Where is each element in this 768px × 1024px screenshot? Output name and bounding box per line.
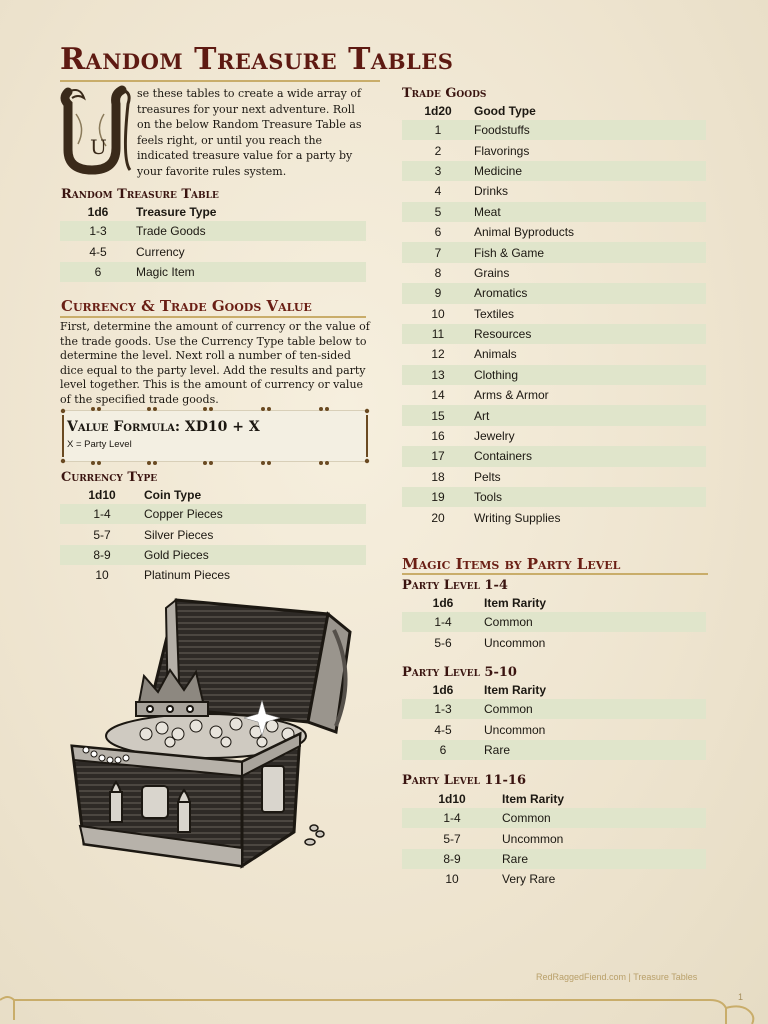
- formula-sublabel: X = Party Level: [67, 439, 132, 450]
- value-cell: Aromatics: [474, 283, 706, 303]
- roll-cell: 6: [434, 225, 442, 240]
- value-cell: Platinum Pieces: [144, 568, 231, 583]
- roll-cell: 9: [402, 283, 474, 303]
- table-row: [402, 405, 706, 425]
- page-title: Random Treasure Tables: [60, 42, 454, 77]
- table-row: [402, 222, 706, 242]
- value-cell: Very Rare: [502, 872, 556, 887]
- roll-cell: 6: [60, 262, 136, 282]
- value-cell: Animals: [474, 347, 517, 362]
- table-row: [402, 719, 706, 739]
- table-row: [402, 161, 706, 181]
- page-frame-ornament-icon: [0, 990, 768, 1024]
- value-cell: Tools: [474, 487, 706, 507]
- table-row: [402, 202, 706, 222]
- roll-cell: 11: [402, 324, 474, 344]
- column-header: 1d6: [432, 683, 454, 697]
- value-cell: Copper Pieces: [144, 504, 366, 524]
- table-row: [402, 632, 706, 652]
- table-row: [402, 385, 706, 405]
- roll-cell: 4-5: [434, 722, 452, 737]
- section-rule: [402, 573, 708, 575]
- table-row: [402, 828, 706, 848]
- table-row: [402, 344, 706, 364]
- table-row: [402, 612, 706, 632]
- value-cell: Rare: [502, 849, 706, 869]
- roll-cell: 17: [402, 446, 474, 466]
- column-header: 1d10: [88, 488, 116, 502]
- value-cell: Currency: [136, 244, 185, 259]
- column-header: 1d20: [424, 104, 452, 118]
- roll-cell: 1-3: [402, 699, 484, 719]
- roll-cell: 5: [402, 202, 474, 222]
- value-cell: Grains: [474, 265, 510, 280]
- title-rule: [60, 80, 380, 82]
- value-cell: Containers: [474, 446, 706, 466]
- column-header: Item Rarity: [484, 596, 547, 610]
- party-level-heading: Party Level 11-16: [402, 773, 527, 788]
- value-cell: Uncommon: [484, 722, 546, 737]
- table-row: [402, 869, 706, 889]
- roll-cell: 4-5: [89, 244, 107, 259]
- table-header-row: [402, 790, 706, 808]
- table-row: [60, 221, 366, 241]
- roll-cell: 18: [431, 469, 445, 484]
- table-row: [60, 524, 366, 544]
- roll-cell: 1-3: [60, 221, 136, 241]
- value-cell: Meat: [474, 202, 706, 222]
- column-header: 1d6: [87, 205, 109, 219]
- table-row: [402, 808, 706, 828]
- intro-paragraph: se these tables to create a wide array of treasures for your next adventure. Roll on the below Random Treasure Table as feels right, or until you reach the indicated treasure value for a party by your favorite rules system.: [137, 87, 362, 178]
- value-cell: Gold Pieces: [144, 545, 366, 565]
- table-header-row: [402, 102, 706, 120]
- magic-table-level-11-16: [402, 790, 706, 890]
- currency-type-table: [60, 486, 366, 586]
- party-level-heading: Party Level 1-4: [402, 578, 508, 593]
- currency-paragraph: First, determine the amount of currency or the value of the trade goods. Use the Currency Type table below to determine the level. Next roll a number of ten-sided dice equal to the party level. Add the results and party level together. This is the amount of currency or value of the specified trade goods.: [60, 320, 370, 406]
- roll-cell: 1-4: [60, 504, 144, 524]
- value-cell: Trade Goods: [136, 221, 366, 241]
- value-cell: Textiles: [474, 306, 515, 321]
- currency-type-heading: Currency Type: [61, 470, 158, 485]
- page-footer: RedRaggedFiend.com | Treasure Tables: [536, 972, 698, 982]
- dropcap-text: U: [90, 135, 107, 159]
- table-row: [402, 849, 706, 869]
- roll-cell: 5-7: [443, 831, 461, 846]
- roll-cell: 5-7: [93, 527, 111, 542]
- magic-table-level-1-4: [402, 594, 706, 653]
- table-header-row: [402, 594, 706, 612]
- value-cell: Flavorings: [474, 143, 530, 158]
- dropcap-letter-icon: [58, 84, 138, 176]
- random-treasure-heading: Random Treasure Table: [61, 187, 219, 202]
- roll-cell: 1-4: [402, 808, 502, 828]
- value-cell: Pelts: [474, 469, 501, 484]
- value-cell: Art: [474, 405, 706, 425]
- table-row: [60, 565, 366, 585]
- value-cell: Clothing: [474, 365, 706, 385]
- formula-label: Value Formula: XD10 + X: [67, 419, 260, 435]
- value-cell: Uncommon: [484, 635, 546, 650]
- column-header: Treasure Type: [136, 205, 217, 219]
- table-row: [402, 365, 706, 385]
- table-row: [402, 242, 706, 262]
- table-row: [402, 740, 706, 760]
- roll-cell: 5-6: [434, 635, 452, 650]
- table-row: [402, 699, 706, 719]
- value-cell: Animal Byproducts: [474, 225, 575, 240]
- value-cell: Common: [484, 612, 706, 632]
- table-row: [402, 507, 706, 527]
- formula-frame-ornament-icon: [59, 405, 371, 467]
- value-cell: Foodstuffs: [474, 120, 706, 140]
- roll-cell: 2: [434, 143, 442, 158]
- roll-cell: 7: [402, 242, 474, 262]
- column-header: Good Type: [474, 104, 536, 118]
- roll-cell: 10: [95, 568, 109, 583]
- roll-cell: 12: [431, 347, 445, 362]
- table-row: [402, 181, 706, 201]
- column-header: 1d6: [432, 596, 454, 610]
- value-cell: Jewelry: [474, 429, 515, 444]
- table-row: [402, 263, 706, 283]
- value-cell: Drinks: [474, 184, 509, 199]
- roll-cell: 1: [402, 120, 474, 140]
- table-header-row: [402, 681, 706, 699]
- value-cell: Medicine: [474, 161, 706, 181]
- magic-items-heading: Magic Items by Party Level: [402, 555, 621, 573]
- table-row: [402, 283, 706, 303]
- trade-goods-table: [402, 102, 706, 528]
- roll-cell: 6: [402, 740, 484, 760]
- table-row: [402, 487, 706, 507]
- roll-cell: 4: [434, 184, 442, 199]
- table-row: [60, 241, 366, 261]
- value-cell: Rare: [484, 740, 706, 760]
- table-header-row: [60, 203, 366, 221]
- column-header: 1d10: [438, 792, 466, 806]
- formula-box: [62, 410, 366, 462]
- table-row: [402, 140, 706, 160]
- value-cell: Fish & Game: [474, 242, 706, 262]
- column-header: Item Rarity: [502, 792, 565, 806]
- roll-cell: 8: [434, 265, 442, 280]
- currency-section-heading: Currency & Trade Goods Value: [61, 297, 312, 315]
- roll-cell: 8-9: [402, 849, 502, 869]
- value-cell: Resources: [474, 324, 706, 344]
- column-header: Coin Type: [144, 488, 202, 502]
- roll-cell: 16: [431, 429, 445, 444]
- roll-cell: 1-4: [402, 612, 484, 632]
- table-row: [402, 467, 706, 487]
- roll-cell: 10: [431, 306, 445, 321]
- table-row: [402, 120, 706, 140]
- trade-goods-heading: Trade Goods: [402, 86, 487, 101]
- value-cell: Magic Item: [136, 262, 366, 282]
- value-cell: Writing Supplies: [474, 510, 561, 525]
- table-row: [60, 504, 366, 524]
- roll-cell: 13: [402, 365, 474, 385]
- column-header: Item Rarity: [484, 683, 547, 697]
- treasure-chest-icon: [66, 596, 362, 872]
- roll-cell: 19: [402, 487, 474, 507]
- table-row: [402, 446, 706, 466]
- roll-cell: 3: [402, 161, 474, 181]
- table-row: [402, 324, 706, 344]
- roll-cell: 10: [445, 872, 459, 887]
- value-cell: Arms & Armor: [474, 388, 549, 403]
- party-level-heading: Party Level 5-10: [402, 665, 517, 680]
- table-row: [60, 262, 366, 282]
- roll-cell: 15: [402, 405, 474, 425]
- roll-cell: 14: [431, 388, 445, 403]
- page-number: 1: [738, 992, 744, 1002]
- magic-table-level-5-10: [402, 681, 706, 760]
- value-cell: Silver Pieces: [144, 527, 214, 542]
- value-cell: Common: [484, 699, 706, 719]
- random-treasure-table: [60, 203, 366, 282]
- section-rule: [60, 316, 366, 318]
- roll-cell: 20: [431, 510, 445, 525]
- value-cell: Uncommon: [502, 831, 564, 846]
- table-row: [60, 545, 366, 565]
- table-header-row: [60, 486, 366, 504]
- value-cell: Common: [502, 808, 706, 828]
- table-row: [402, 426, 706, 446]
- table-row: [402, 304, 706, 324]
- roll-cell: 8-9: [60, 545, 144, 565]
